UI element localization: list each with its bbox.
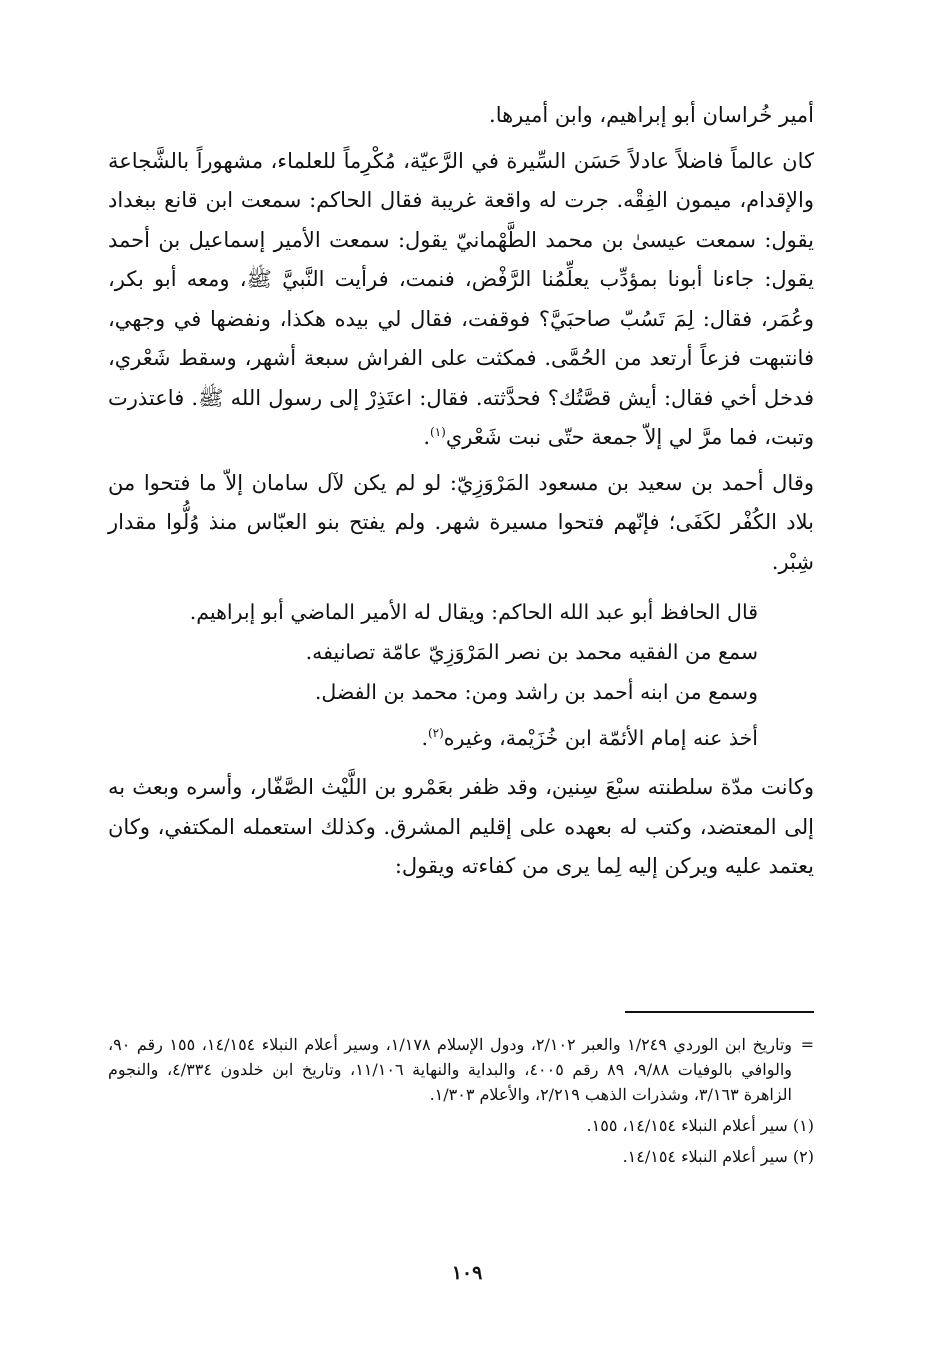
paragraph-hakim-3: وسمع من ابنه أحمد بن راشد ومن: محمد بن الفضل.: [314, 680, 758, 704]
paragraph-closing: وكانت مدّة سلطنته سبْعَ سِنين، وقد ظفر بعَمْرو بن اللَّيْث الصَّفّار، وأسره وبعث به إلى المعتضد، وكتب له بعهده على إقليم المشرق. وكذلك استعمله المكتفي، وكان يعتمد عليه ويركن إليه لِما يرى من كفاءته ويقول:: [108, 775, 815, 878]
footnote-1: (١) سير أعلام النبلاء ١٤/١٥٤، ١٥٥.: [586, 1116, 814, 1135]
hakim-4-text: أخذ عنه إمام الأئمّة ابن خُزَيْمة، وغيره: [443, 726, 758, 750]
footnote-ref-2: (٢): [427, 726, 444, 741]
footnote-separator: [625, 1011, 814, 1013]
paragraph-hakim-4: [108, 718, 814, 758]
main-text: [108, 96, 814, 887]
footnotes: [108, 1032, 814, 1169]
footnote-continuation-text: وتاريخ ابن الوردي ١/٢٤٩ والعبر ٢/١٠٢، ودول الإسلام ١/١٧٨، وسير أعلام النبلاء ١٤/١٥٤، ١٥٥ رقم ٩٠، والوافي بالوفيات ٩/٨٨، ٨٩ رقم ٤٠٠٥، والبداية والنهاية ١١/١٠٦، وتاريخ ابن خلدون ٤/٣٣٤، والنجوم الزاهرة ٣/١٦٣، وشذرات الذهب ٢/٢١٩، والأعلام ١/٣٠٣.: [108, 1035, 793, 1104]
hakim-4-end: .: [421, 726, 428, 750]
footnote-continuation: [108, 1032, 814, 1107]
paragraph-hakim-2: سمع من الفقيه محمد بن نصر المَرْوَزِيّ عامّة تصانيفه.: [305, 640, 758, 664]
paragraph-intro: أمير خُراسان أبو إبراهيم، وابن أميرها.: [489, 103, 814, 127]
story-end: .: [423, 425, 431, 449]
continuation-mark: =: [800, 1035, 814, 1054]
paragraph-story: [108, 142, 814, 458]
paragraph-quote: وقال أحمد بن سعيد بن مسعود المَرْوَزِيّ: لو لم يكن لآل سامان إلاّ ما فتحوا من بلاد الكُفْر لكَفَى؛ فإنّهم فتحوا مسيرة شهر. ولم يفتح بنو العبّاس منذ وُلُّوا مقدار شِبْر.: [108, 470, 814, 574]
footnote-ref-1: (١): [430, 425, 446, 439]
paragraph-hakim-1: قال الحافظ أبو عبد الله الحاكم: ويقال له الأمير الماضي أبو إبراهيم.: [189, 600, 758, 624]
page-number: ١٠٩: [451, 1262, 483, 1284]
footnote-2: (٢) سير أعلام النبلاء ١٤/١٥٤.: [622, 1147, 814, 1166]
story-text: كان عالماً فاضلاً عادلاً حَسَن السِّيرة في الرَّعيّة، مُكْرِماً للعلماء، مشهوراً بالشَّجاعة والإقدام، ميمون الفِقْه. جرت له واقعة غريبة فقال الحاكم: سمعت ابن قانع ببغداد يقول: سمعت عيسىٰ بن محمد الطَّهْمانيّ يقول: سمعت الأمير إسماعيل بن أحمد يقول: جاءنا أبونا بمؤدِّب يعلِّمُنا الرَّفْض، فنمت، فرأيت النَّبيَّ ﷺ، ومعه أبو بكر، وعُمَر، فقال: لِمَ تَسُبّ صاحبَيَّ؟ فوقفت، فقال لي بيده هكذا، ونفضها في وجهي، فانتبهت فزعاً أرتعد من الحُمَّى. فمكثت على الفراش سبعة أشهر، وسقط شَعْري، فدخل أخي فقال: أيش قصَّتُك؟ فحدَّثته. فقال: اعتَذِرْ إلى رسول الله ﷺ. فاعتذرت وتبت، فما مرَّ لي إلاّ جمعة حتّى نبت شَعْري: [108, 148, 814, 449]
